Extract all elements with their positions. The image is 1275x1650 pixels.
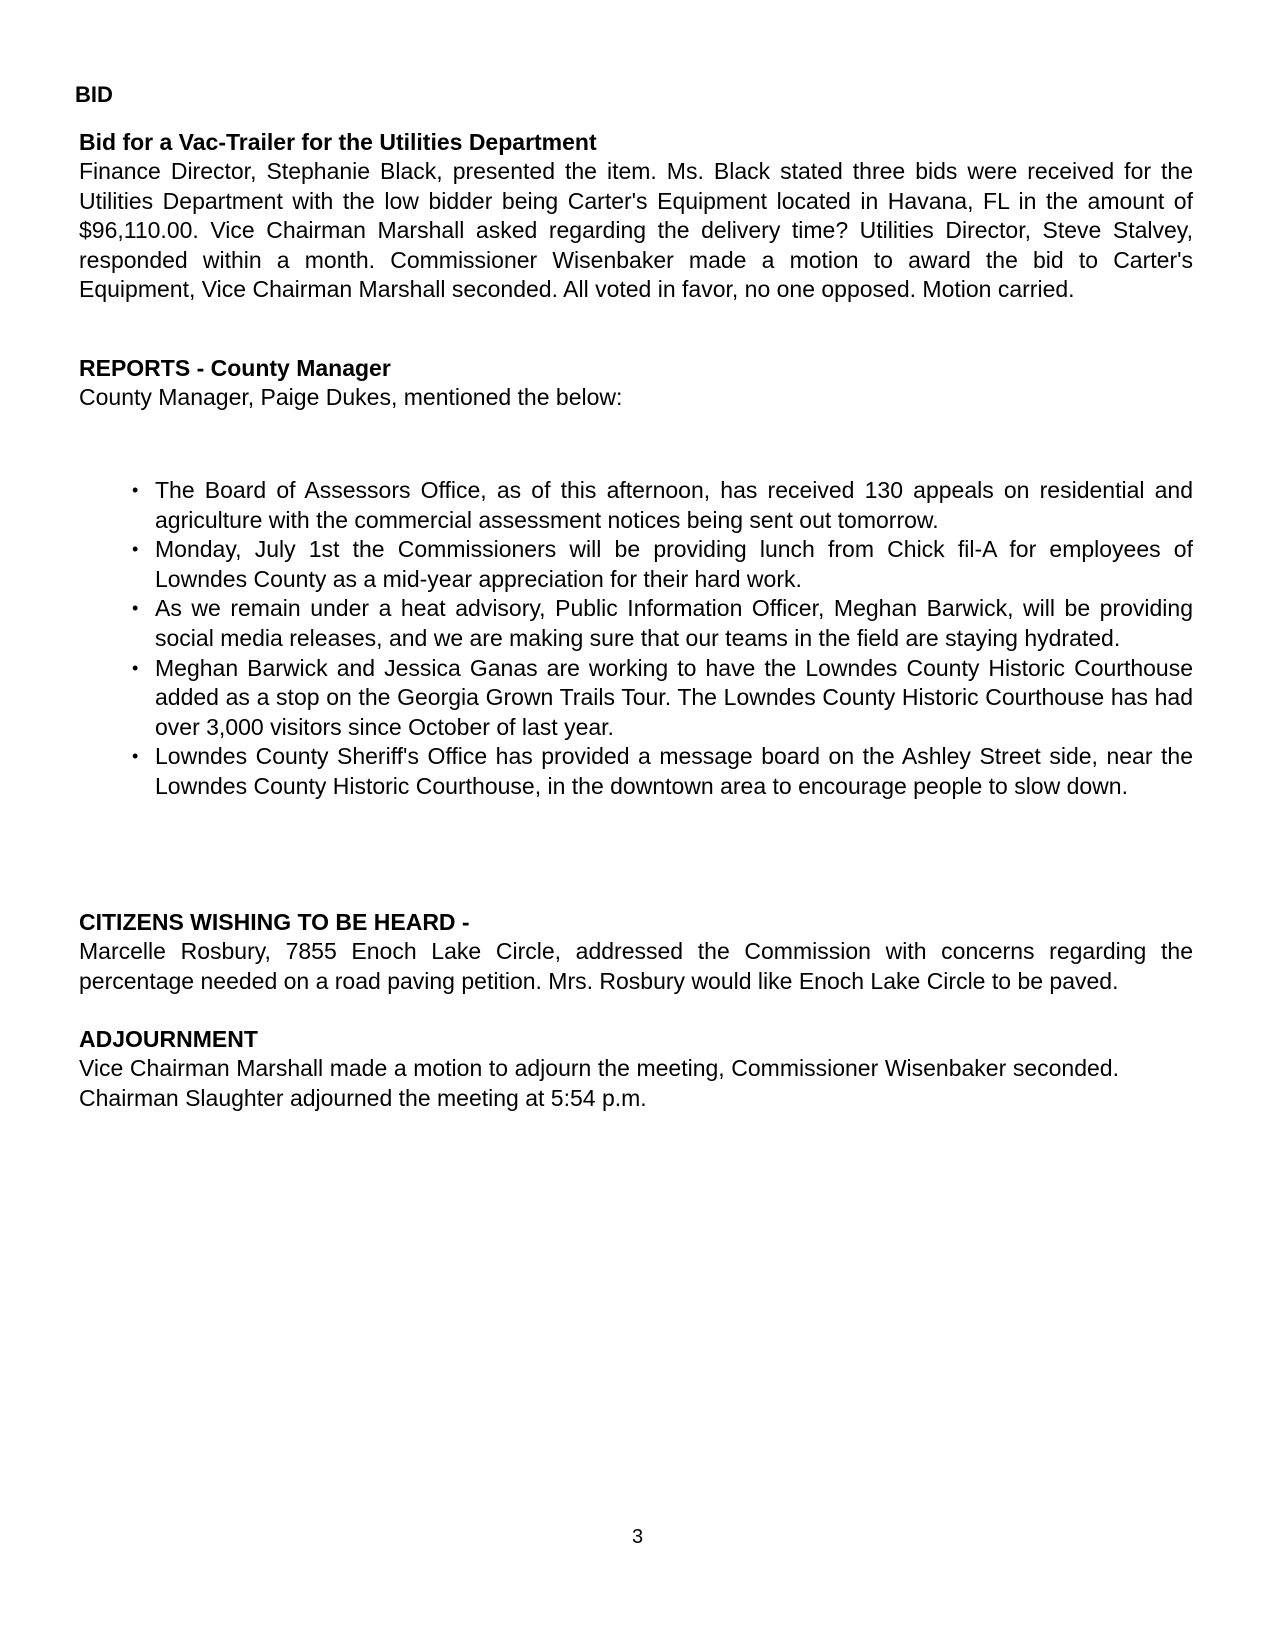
- bullet-icon: •: [132, 746, 139, 767]
- list-item: [79, 594, 1193, 653]
- bullet-icon: •: [132, 657, 139, 678]
- citizens-section: [79, 908, 1193, 996]
- citizens-heading: CITIZENS WISHING TO BE HEARD -: [79, 909, 470, 935]
- bid-section: [79, 128, 1193, 305]
- reports-bullet-list: [79, 476, 1193, 802]
- reports-intro: County Manager, Paige Dukes, mentioned the below:: [79, 384, 623, 410]
- adjournment-section: [79, 1025, 1119, 1113]
- bullet-icon: •: [132, 480, 139, 500]
- list-item-text: Meghan Barwick and Jessica Ganas are working to have the Lowndes County Historic Courthouse added as a stop on the Georgia Grown Trails Tour. The Lowndes County Historic Courthouse has had over 3,000 visitors since October of last year.: [155, 654, 1193, 740]
- reports-section: [79, 354, 1193, 413]
- list-item-text: Lowndes County Sheriff's Office has provided a message board on the Ashley Street side, near the Lowndes County Historic Courthouse, in the downtown area to encourage people to slow down.: [155, 743, 1193, 799]
- list-item: [79, 742, 1193, 801]
- bid-body: Finance Director, Stephanie Black, presented the item. Ms. Black stated three bids were received for the Utilities Department with the low bidder being Carter's Equipment located in Havana, FL in the amount of $96,110.00. Vice Chairman Marshall asked regarding the delivery time? Utilities Director, Steve Stalvey, responded within a month. Commissioner Wisenbaker made a motion to award the bid to Carter's Equipment, Vice Chairman Marshall seconded. All voted in favor, no one opposed. Motion carried.: [79, 158, 1193, 303]
- adjournment-heading: ADJOURNMENT: [79, 1026, 258, 1052]
- list-item-text: Monday, July 1st the Commissioners will be providing lunch from Chick fil-A for employees of Lowndes County as a mid-year appreciation for their hard work.: [155, 536, 1193, 592]
- bid-heading: Bid for a Vac-Trailer for the Utilities Department: [79, 129, 597, 155]
- section-label-bid: BID: [75, 82, 113, 107]
- adjournment-body: Vice Chairman Marshall made a motion to adjourn the meeting, Commissioner Wisenbaker seconded. Chairman Slaughter adjourned the meeting at 5:54 p.m.: [79, 1055, 1119, 1111]
- list-item: [79, 476, 1193, 535]
- page-number: 3: [631, 1526, 644, 1548]
- citizens-body: Marcelle Rosbury, 7855 Enoch Lake Circle, addressed the Commission with concerns regarding the percentage needed on a road paving petition. Mrs. Rosbury would like Enoch Lake Circle to be paved.: [79, 938, 1193, 994]
- list-item: [79, 654, 1193, 743]
- bullet-icon: •: [132, 539, 139, 560]
- reports-heading: REPORTS - County Manager: [79, 355, 391, 381]
- bullet-icon: •: [132, 598, 139, 619]
- list-item-text: As we remain under a heat advisory, Public Information Officer, Meghan Barwick, will be providing social media releases, and we are making sure that our teams in the field are staying hydrated.: [155, 595, 1193, 651]
- list-item-text: The Board of Assessors Office, as of this afternoon, has received 130 appeals on residential and agriculture with the commercial assessment notices being sent out tomorrow.: [155, 477, 1193, 533]
- list-item: [79, 535, 1193, 594]
